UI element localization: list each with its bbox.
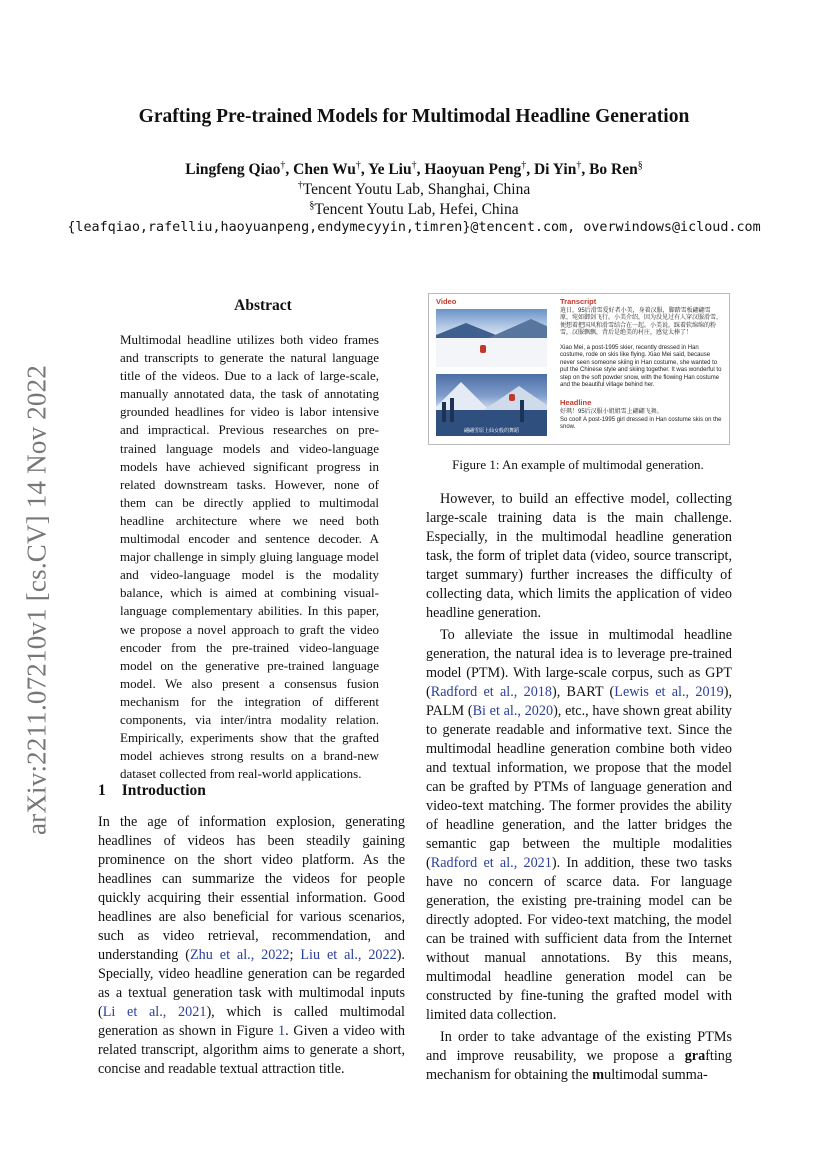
abstract-heading: Abstract — [234, 297, 292, 314]
figure-caption: Figure 1: An example of multimodal generation. — [452, 457, 704, 472]
citation-link[interactable]: Zhu et al., 2022 — [190, 947, 290, 963]
figure-1 — [428, 293, 730, 445]
left-column — [98, 813, 405, 1082]
citation-link[interactable]: Li et al., 2021 — [102, 1004, 207, 1020]
frame-subtitle: 翩翩雪原上仙女般的舞蹈 — [463, 428, 519, 434]
figure-link[interactable]: 1 — [278, 1023, 286, 1039]
transcript-chinese: 逍日，95后滑雪爱好者小美，身着汉服，脚踏雪板翩翩雪原，宛如御剑飞行。小美介绍，因为没见过有人穿汉服滑雪，便想着把国风和滑雪结合在一起。小美说，踩着软绵绵的粉雪，汉服飘飘，背后是绝美的村庄，感觉太棒了！ — [560, 308, 723, 337]
citation-link[interactable]: Liu et al., 2022 — [300, 947, 397, 963]
transcript-english: Xiao Mei, a post-1995 skier, recently dressed in Han costume, rode on skis like flying. Xiao Mei said, because never seen someone skiing in Han costume, she wanted to put the Chinese style and skiing together. It was wonderful to step on the soft powder snow, with the flowing Han costume and the beautiful village behind her. — [560, 345, 722, 389]
right-column — [426, 490, 732, 1088]
paper-title: Grafting Pre-trained Models for Multimodal Headline Generation — [138, 106, 690, 127]
paragraph-ptm: To alleviate the issue in multimodal headline generation, the natural idea is to leverage pre-trained model (PTM). With large-scale corpus, such as GPT (Radford et al., 2018), BART (Lewis et al., 2019), PALM (Bi et al., 2020), etc., have shown great ability to generate readable and informative text. Since the multimodal headline generation combine both video and textual information, we propose that the model can be grafted by PTMs of language generation and video-text matching. The former provides the ability of headline generation, and the latter bridges the semantic gap between the multiple modalities (Radford et al., 2021). In addition, these two tasks have no concern of scarce data. For language generation, the existing pre-training model can be directly adopted. For video-text matching, the model can be trained with sufficient data from the Internet without manual annotations. By this means, multimodal headline generation model can be constructed by fine-tuning the grafted model with limited data collection. — [426, 627, 733, 1023]
citation-link[interactable]: Radford et al., 2018 — [430, 684, 552, 700]
figure-transcript-label: Transcript — [560, 297, 597, 306]
video-frame-snow-village — [436, 374, 547, 436]
paragraph-training-data: However, to build an effective model, collecting large-scale training data is the main challenge. Especially, in the multimodal headline generation task, the form of triplet data (video, source transcript, target summary) further increases the difficulty of collecting data, which limits the application of video headline generation. — [426, 491, 732, 621]
intro-paragraph: In the age of information explosion, generating headlines of videos has been steadily gaining prominence on the short video platform. As the headlines can summarize the videos for people quickly acquiring their essential information. Good headlines are also beneficial for various scenarios, such as video retrieval, recommendation, and understanding (Zhu et al., 2022; Liu et al., 2022). Specially, video headline generation can be regarded as a textual generation task with multimodal inputs (Li et al., 2021), which is called multimodal generation as shown in Figure 1. Given a video with related transcript, algorithm aims to generate a short, concise and readable textual attraction title. — [98, 814, 405, 1077]
affiliation-hefei: §Tencent Youtu Lab, Hefei, China — [309, 200, 519, 219]
author-emails: {leafqiao,rafelliu,haoyuanpeng,endymecyyin,timren}@tencent.com, overwindows@icloud.com — [67, 220, 761, 235]
author-list: Lingfeng Qiao†, Chen Wu†, Ye Liu†, Haoyuan Peng†, Di Yin†, Bo Ren§ — [185, 160, 643, 179]
citation-link[interactable]: Lewis et al., 2019 — [614, 684, 724, 700]
abstract-text: Multimodal headline utilizes both video frames and transcripts to generate the natural language title of the videos. Due to a lack of large-scale, manually annotated data, the task of annotating grounded headlines for video is labor intensive and impractical. Previous researches on pre-trained language models and video-language models have achieved significant progress in related downstream tasks. However, none of them can be directly applied to multimodal headline architecture where we need both multimodal encoder and sentence decoder. A major challenge in simply gluing language model and video-language model is the modality balance, which is aimed at combining visual-language complementary abilities. In this paper, we propose a novel approach to graft the video encoder from the pre-trained video-language model on the generative pre-trained language model. We also present a consensus fusion mechanism for the integration of different components, via inter/intra modality relation. Empirically, experiments show that the grafted model achieves strong results on a brand-new dataset collected from real-world applications. — [120, 332, 379, 782]
headline-english: So cool! A post-1995 girl dressed in Han costume skis on the snow. — [560, 417, 722, 431]
headline-chinese: 好飒！95后汉服小姐姐雪上翩翩飞舞。 — [560, 409, 663, 415]
paragraph-grafting: In order to take advantage of the existing PTMs and improve reusability, we propose a grafting mechanism for obtaining the multimodal summa- — [426, 1029, 732, 1083]
video-frame-ski-slope — [436, 309, 547, 367]
affiliation-shanghai: †Tencent Youtu Lab, Shanghai, China — [297, 180, 531, 199]
arxiv-identifier: arXiv:2211.07210v1 [cs.CV] 14 Nov 2022 — [21, 364, 52, 836]
figure-headline-label: Headline — [560, 398, 592, 407]
citation-link[interactable]: Radford et al., 2021 — [430, 855, 552, 871]
citation-link[interactable]: Bi et al., 2020 — [472, 703, 554, 719]
figure-video-label: Video — [436, 297, 457, 306]
section-heading-introduction: 1 Introduction — [98, 782, 206, 799]
